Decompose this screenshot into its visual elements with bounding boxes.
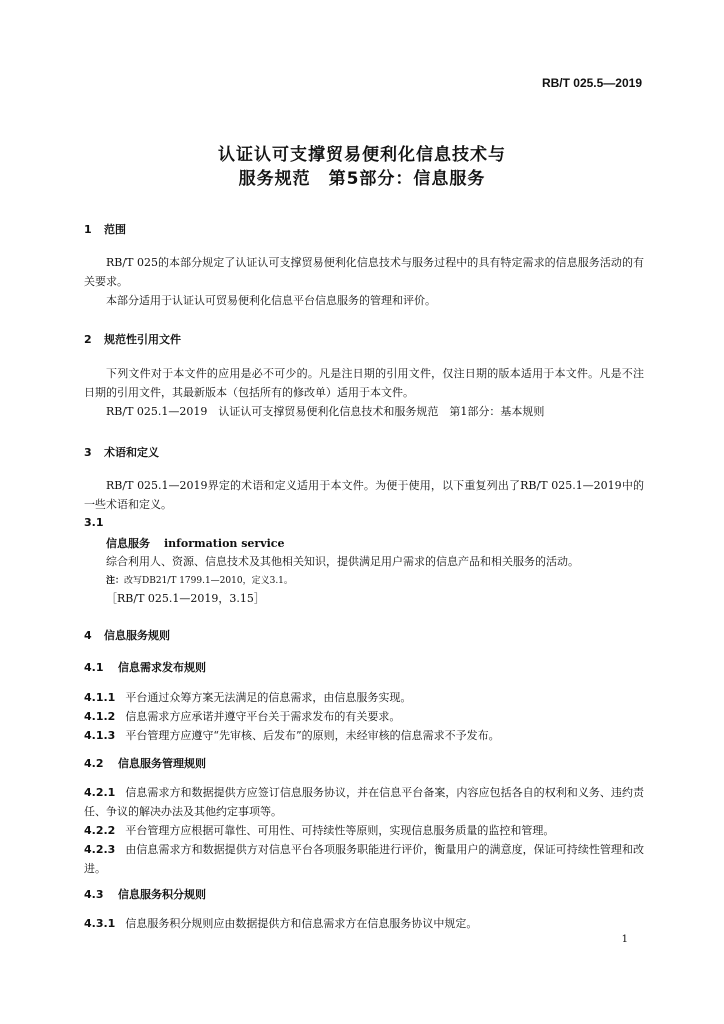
section-1-heading [84,221,126,237]
subsection-4-1-heading [84,659,206,675]
section-3-paragraph-1: RB/T 025.1—2019界定的术语和定义适用于本文件。为便于使用，以下重复列出了RB/T 025.1—2019中的一些术语和定义。 [84,479,644,511]
section-title: 范围 [104,223,126,236]
clause-number: 4.3.1 [84,917,116,930]
term-number: 3.1 [84,516,104,529]
section-2-reference: RB/T 025.1—2019 认证认可支撑贸易便利化信息技术和服务规范 第1部分：基本规则 [106,405,545,418]
section-number: 2 [84,333,92,346]
clause-text: 信息服务积分规则应由数据提供方和信息需求方在信息服务协议中规定。 [125,917,478,930]
clause-4-2-1 [84,783,644,821]
section-4-heading [84,627,170,643]
subsection-title: 信息需求发布规则 [118,661,206,674]
section-2-paragraph-1: 下列文件对于本文件的应用是必不可少的。凡是注日期的引用文件，仅注日期的版本适用于本文件。凡是不注日期的引用文件，其最新版本（包括所有的修改单）适用于本文件。 [84,367,644,399]
clause-number: 4.2.3 [84,843,116,856]
clause-text: 信息需求方应承诺并遵守平台关于需求发布的有关要求。 [125,710,401,723]
clause-number: 4.1.3 [84,729,116,742]
document-title-line-1: 认证认可支撑贸易便利化信息技术与 [218,145,506,165]
clause-4-2-3 [84,840,644,878]
subsection-title: 信息服务积分规则 [118,888,206,901]
clause-number: 4.1.1 [84,691,116,704]
standard-code: RB/T 025.5—2019 [541,76,642,90]
term-source: ［RB/T 025.1—2019，3.15］ [106,592,265,605]
subsection-4-2-heading [84,755,206,771]
subsection-title: 信息服务管理规则 [118,757,206,770]
subsection-4-3-heading [84,886,206,902]
clause-number: 4.1.2 [84,710,116,723]
clause-4-1-2 [84,707,644,726]
clause-4-2-2 [84,821,644,840]
clause-text: 平台管理方应遵守“先审核、后发布”的原则，未经审核的信息需求不予发布。 [125,729,500,742]
note-text: 改写DB21/T 1799.1—2010，定义3.1。 [124,576,293,586]
clause-text: 平台管理方应根据可靠性、可用性、可持续性等原则，实现信息服务质量的监控和管理。 [125,824,555,837]
clause-number: 4.2.2 [84,824,116,837]
section-2-heading [84,331,181,347]
page-number: 1 [621,934,628,945]
section-number: 1 [84,223,92,236]
section-number: 4 [84,629,92,642]
clause-text: 平台通过众筹方案无法满足的信息需求，由信息服务实现。 [125,691,412,704]
clause-4-3-1 [84,914,644,933]
section-title: 信息服务规则 [104,629,170,642]
subsection-number: 4.2 [84,757,104,770]
section-1-paragraph-2: 本部分适用于认证认可贸易便利化信息平台信息服务的管理和评价。 [106,294,436,307]
section-number: 3 [84,446,92,459]
clause-4-1-3 [84,726,644,745]
section-1-paragraph-1: RB/T 025的本部分规定了认证认可支撑贸易便利化信息技术与服务过程中的具有特定需求的信息服务活动的有关要求。 [84,256,644,288]
note-label: 注： [106,576,125,586]
subsection-number: 4.1 [84,661,104,674]
section-title: 规范性引用文件 [104,333,181,346]
section-title: 术语和定义 [104,446,159,459]
term-definition: 综合利用人、资源、信息技术及其他相关知识，提供满足用户需求的信息产品和相关服务的活动。 [106,555,579,568]
clause-number: 4.2.1 [84,786,116,799]
clause-text: 信息需求方和数据提供方应签订信息服务协议，并在信息平台备案，内容应包括各自的权利和义务、违约责任、争议的解决办法及其他约定事项等。 [84,786,644,818]
term-entry [106,535,284,551]
section-3-heading [84,444,159,460]
clause-text: 由信息需求方和数据提供方对信息平台各项服务职能进行评价，衡量用户的满意度，保证可持续性管理和改进。 [84,843,644,875]
term-note [106,573,293,586]
document-title-line-2: 服务规范 第5部分：信息服务 [238,169,486,189]
term-english: information service [164,537,285,550]
subsection-number: 4.3 [84,888,104,901]
clause-4-1-1 [84,688,644,707]
term-chinese: 信息服务 [106,537,150,550]
